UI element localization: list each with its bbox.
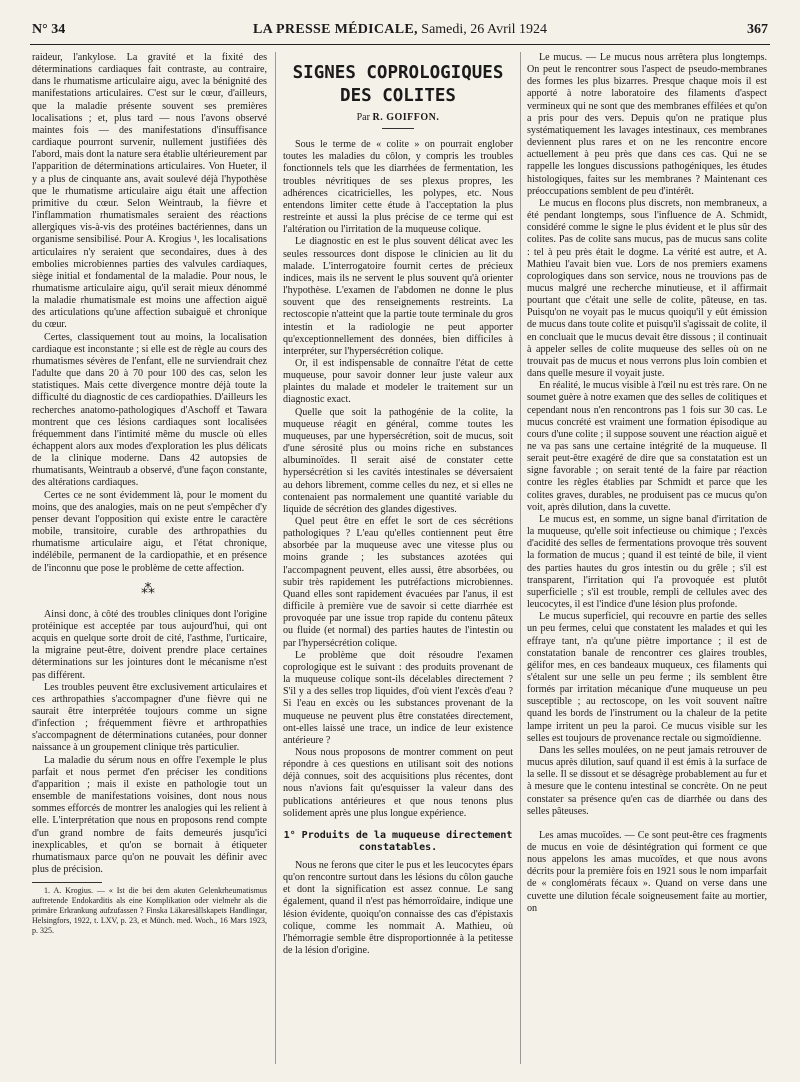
byline-par: Par	[356, 112, 370, 123]
paragraph: Le diagnostic en est le plus souvent délicat avec les seules ressources dont dispose le clinicien au lit du malade. L'interrogatoire fournit certes de précieux indices, mais ils ne servent le plus souvent qu'à orienter l'hypothèse. L'examen de l'abdomen ne donne le plus souvent que des renseignements restreints. La rectoscopie n'atteint que la partie toute terminale du gros intestin et la radiologie ne peut apporter qu'exceptionnellement des données, bien difficiles à interpréter, sur l'hypersécrétion colique.	[283, 236, 513, 357]
paragraph: Sous le terme de « colite » on pourrait englober toutes les maladies du côlon, y compris les troubles fonctionnels tels que les diarrhées de fermentation, les troubles névritiques de ses plexus propres, les adhérences cicatricielles, les polypes, etc. Nous entendons limiter cette étude à l'acceptation la plus restreinte et aussi la plus précise de ce terme qui est l'altération ou l'irritation de la muqueuse colique.	[283, 139, 513, 236]
paragraph: Les troubles peuvent être exclusivement articulaires et ces arthropathies s'accompagner d'une fièvre qui ne saurait être interprétée toujours comme un signe d'infection ; fréquemment fièvre et arthropathies s'accompagnent de déterminations cutanées, pour donner naissance à un groupement clinique très particulier.	[32, 681, 267, 754]
paragraph: Certes ce ne sont évidemment là, pour le moment du moins, que des analogies, mais on ne peut s'empêcher d'y penser devant l'opposition qui existe entre le caractère mobile, transitoire, curable des arthropathies du rhumatisme articulaire aigu, et l'état chronique, indélébile, permanent de la cardiopathie, et en présence de l'inconnu que pose le problème de cette affection.	[32, 489, 267, 574]
paragraph: Ainsi donc, à côté des troubles cliniques dont l'origine protéinique est acceptée par tous aujourd'hui, qui ont acquis en quelque sorte droit de cité, l'asthme, l'urticaire, la migraine peut-être, doivent prendre place certaines déterminations sur les jointures dont le mécanisme n'est pas différent.	[32, 608, 267, 681]
author-name: R. GOIFFON.	[372, 112, 440, 123]
section-asterism: ⁂	[141, 581, 158, 597]
paragraph: raideur, l'ankylose. La gravité et la fixité des déterminations cardiaques fait contraste, au contraire, dans le rhumatisme articulaire aigu, avec la bénignité des manifestations articulaires. C'est sur le cœur, d'ailleurs, que la maladie présente souvent ses premières localisations ; et, plus tard — nous l'avons observé maintes fois — des manifestations d'insuffisance cardiaque pourront survenir, nullement justifiées dès l'abord, mais dont la nature sera établie ultérieurement par l'apparition de déterminations articulaires. Von Hueter, il y a plus de cinquante ans, avait soulevé déjà l'hypothèse que le rhumatisme articulaire aigu était une affection primitive du cœur. Selon Weintraub, la fièvre et l'inflammation rhumatismales seraient des réactions allergiques vis-à-vis des protéines bactériennes, dans un organisme sensibilisé. Pour A. Krogius ¹, les localisations articulaires n'y seraient que secondaires, dues à des embolies microbiennes parties des valvules cardiaques, siège initial et fondamental de la maladie. Pour nous, le rhumatisme articulaire aigu, qu'il serait mieux dénommé la maladie rhumatismale est moins une affection aiguë des articulations qu'une affection subaiguë et chronique du cœur.	[32, 52, 267, 331]
page-number: 367	[747, 22, 768, 37]
column-left	[32, 52, 267, 1064]
paragraph: Le mucus est, en somme, un signe banal d'irritation de la muqueuse, qu'elle soit infectieuse ou chimique ; l'excès d'acidité des selles de fermentations provoque très souvent la formation de mucus ; quand il est teinté de bile, il vient des parties hautes du gros intestin ou du grêle ; s'il est transparent, l'irritation qui l'a provoquée est plutôt superficielle ; s'il est trouble, rempli de cellules avec des leucocytes, il est l'indice d'une lésion plus profonde.	[527, 513, 767, 611]
paragraph: La maladie du sérum nous en offre l'exemple le plus parfait et nous permet d'en préciser les conditions d'apparition ; mais il existe en pathologie tout un ensemble de manifestations voisines, dont nous nous sommes efforcés de montrer les analogies qui les relient à elle. L'interprétation que nous en proposons rend compte d'un grand nombre de faits demeurés jusqu'ici inexplicables, et qu'on se bornait à étiqueter rhumatismaux parce qu'on ne pouvait les définir avec plus de précision.	[32, 754, 267, 875]
footnote-rule	[32, 882, 102, 883]
issue-number: N° 34	[32, 22, 66, 37]
byline	[283, 112, 513, 124]
paragraph: Le problème que doit résoudre l'examen coprologique est le suivant : des produits provenant de la muqueuse colique sont-ils décelables directement ? S'il y a des selles trop liquides, d'où vient l'excès d'eau ? Si l'eau en excès ou les substances provenant de la muqueuse ne peuvent plus être constatées directement, ont-elles laissé une trace, un indice de leur existence antérieure ?	[283, 649, 513, 746]
spacer	[527, 818, 767, 830]
paragraph: Or, il est indispensable de connaître l'état de cette muqueuse, pour savoir donner leur juste valeur aux plaintes du malade et modeler le traitement sur un diagnostic exact.	[283, 357, 513, 406]
paragraph: Le mucus superficiel, qui recouvre en partie des selles un peu fermes, celui que constatent les malades et qui les effraye tant, n'a qu'une piètre importance ; il est de constatation banale de rencontrer ces glaires troubles, gélifor mes, en ces bandeaux muqueux, ces filaments qui s'étalent sur une selle un peu ferme ; ils semblent être formés par irritation mécanique d'une muqueuse un peu susceptible ; au rectoscope, on les voit souvent naître quand les bords de l'instrument ou la chaleur de la petite lampe irritent un peu la paroi. Ce mucus visible sur les selles est toujours de provenance rectale ou sigmoïdienne.	[527, 611, 767, 744]
paragraph: Les amas mucoïdes. — Ce sont peut-être ces fragments de mucus en voie de désintégration qui forment ce que nous appelons les amas mucoïdes, et que nous avons décrits pour la première fois en 1921 sous le nom imparfait de « conglomérats fécaux ». Quand on verse dans une cuvette une dilution fécale soigneusement faite au mortier, on	[527, 829, 767, 914]
column-right	[527, 52, 767, 1064]
issue-date: Samedi, 26 Avril 1924	[421, 22, 548, 37]
footnote: 1. A. Krogius. — « Ist die bei dem akuten Gelenkrheumatismus auftretende Endokarditis als eine Komplikation oder vielmehr als die primäre Erkrankung aufzufassen ? Finska Läkaresällskapets Handlingar, Helsingfors, 1922, t. LXV, p. 23, et Münch. med. Woch., 16 Mars 1923, p. 325.	[32, 886, 267, 936]
paragraph: Certes, classiquement tout au moins, la localisation cardiaque est inconstante ; si elle est de règle au cours des rhumatismes sévères de l'enfant, elle ne surviendrait chez l'adulte que dans 20 à 70 pour 100 des cas, selon les statistiques. Mais cette divergence montre déjà toute la difficulté du diagnostic de ces cardiopathies. D'ailleurs les recherches anatomo-pathologiques d'Aschoff et Tawara montrent que ces lésions cardiaques sont localisées fréquemment dans l'intimité même du muscle où elles échappent alors aux modes d'exploration les plus délicats de la clinique moderne. Dans 42 autopsies de rhumatisants, Weintraub a observé, d'une façon constante, des altérations cardiaques.	[32, 331, 267, 489]
paragraph: Dans les selles moulées, on ne peut jamais retrouver de mucus après dilution, sauf quand il est émis à la surface de la selle. Il se dissout et se désagrège probablement au fur et à mesure que le contenu intestinal se concrète. On ne peut constater sa présence qu'en cas de diarrhée ou dans des selles pâteuses.	[527, 744, 767, 817]
column-middle	[283, 52, 513, 1064]
title-rule	[382, 128, 414, 129]
article-title: SIGNES COPROLOGIQUES DES COLITES	[292, 63, 504, 106]
paragraph: Nous nous proposons de montrer comment on peut répondre à ces questions en utilisant soit des notions déjà connues, soit des acquisitions plus récentes, dont nous n'avions fait qu'esquisser la valeur dans des publications antérieures et que nous tenons plus solidement après une plus longue expérience.	[283, 746, 513, 819]
running-head	[30, 22, 770, 38]
paragraph: Quel peut être en effet le sort de ces sécrétions pathologiques ? L'eau qu'elles contiennent peut être absorbée par la muqueuse avec une vitesse plus ou moins grande ; les substances azotées qui l'accompagnent peuvent, elles aussi, être absorbées, ou subir très rapidement les putréfactions microbiennes. Quand elles sont rapidement évacuées par l'anus, il est difficile à première vue de savoir si cette diarrhée est provoquée par une issue trop rapide du contenu pâteux ou fluide (et normal) des parties hautes de l'intestin ou par l'hypersécrétion colique.	[283, 516, 513, 649]
page-header	[30, 22, 770, 45]
section-heading: 1° Produits de la muqueuse directement constatables.	[283, 829, 513, 853]
paragraph: En réalité, le mucus visible à l'œil nu est très rare. On ne soumet guère à notre examen que des selles de colitiques et cependant nous n'en rencontrons pas 1 fois sur 30 cas. Le mucus concrété est vraiment une formation épisodique au cours d'une colite ; il suppose souvent une réaction aiguë et ne va pas sans une certaine intégrité de la muqueuse. Il serait peut-être exagéré de dire que sa constatation est un signe favorable ; on serait tenté de la faire par réaction contre les règles établies par Schmidt et parce que les colites graves, durables, ne produisent pas ce mucus qu'on voit, après dilution, dans la cuvette.	[527, 380, 767, 513]
column-rule	[520, 52, 521, 1064]
paragraph: Le mucus. — Le mucus nous arrêtera plus longtemps. On peut le rencontrer sous l'aspect de pseudo-membranes des formes les plus bizarres. Presque chaque mois il est apporté à notre laboratoire des filaments d'aspect vermineux qui ne sont que des membranes effilées et qu'on a pris pour des vers. Depuis qu'on ne pratique plus systématiquement les lavages intestinaux, ces membranes deviennent plus rares et on ne les rencontre encore actuellement à peu près que dans ces cas. Qui ne se rappelle les longues discussions pathogéniques, les études histologiques, faites sur les membranes ? Maintenant ces préoccupations semblent de peu d'intérêt.	[527, 52, 767, 197]
paragraph: Quelle que soit la pathogénie de la colite, la muqueuse réagit en général, comme toutes les muqueuses, par une hypersécrétion, soit de mucus, soit d'une sérosité plus ou moins riche en substances albuminoïdes. Il serait aisé de constater cette hypersécrétion si les cavités intestinales se déversaient au dehors librement, comme celles du nez, et si elles ne contenaient pas normalement une quantité variable du liquide de sécrétion des glandes digestives.	[283, 406, 513, 515]
paragraph: Nous ne ferons que citer le pus et les leucocytes épars qu'on rencontre surtout dans les lésions du côlon gauche et dont la signification est assez connue. Le sang également, quand il n'est pas hémorroïdaire, indique une lésion évidente, quoiqu'on connaisse des cas d'épistaxis colique, comme les nommait A. Mathieu, où l'hémorragie semble être disproportionnée à la petitesse de la lésion d'origine.	[283, 859, 513, 956]
journal-name: LA PRESSE MÉDICALE,	[252, 22, 418, 37]
column-rule	[275, 52, 276, 1064]
paragraph: Le mucus en flocons plus discrets, non membraneux, a été pendant longtemps, sous l'influence de A. Schmidt, considéré comme le signe le plus évident et le plus sûr des colites. Pas de colite sans mucus, pas de mucus sans colite : tel à peu près était le dogme. La vérité est autre, et A. Mathieu l'avait bien vue. Lors de nos premiers examens coprologiques dans son service, nous ne trouvions pas de mucus malgré une recherche minutieuse, et il affirmait pourtant que c'était une selle de colite, pâteuse, en tas. Puisqu'on ne voyait pas le mucus quoiqu'il y eût émission de mucus dans toute colite et puisqu'il s'agissait de colite, il en concluait que le mucus devait être dissous ; il continuait à appeler selles de colite muqueuse des selles où on ne trouvait pas de mucus et nous verrons plus loin combien et dans quelle mesure il voyait juste.	[527, 197, 767, 380]
